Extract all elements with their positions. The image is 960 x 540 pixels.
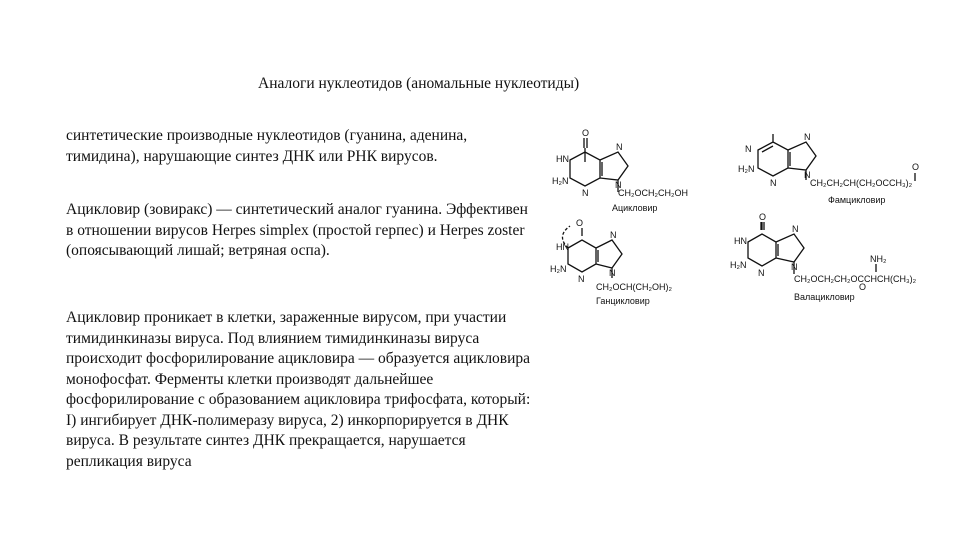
ganciclovir-label: Ганцикловир (596, 296, 650, 306)
valacyclovir-amino: NH₂ (870, 254, 887, 264)
ganciclovir-substituent: CH₂OCH(CH₂OH)₂ (596, 282, 672, 292)
structure-ganciclovir (550, 218, 672, 306)
valacyclovir-atom-o: O (759, 212, 767, 222)
acyclovir-atom-n1: N (582, 188, 589, 198)
paragraph-acyclovir-intro: Ацикловир (зовиракс) — синтетический аналог гуанина. Эффективен в отношении вирусов Herpes simplex (простой герпес) и Herpes zoster (опоясывающий лишай; ветряная оспа). (66, 201, 528, 259)
famciclovir-substituent: CH₂CH₂CH(CH₂OCCH₃)₂ (810, 178, 913, 188)
famciclovir-atom-n1: N (745, 144, 752, 154)
ganciclovir-atom-n2: N (610, 230, 617, 240)
ganciclovir-atom-n1: N (578, 274, 585, 284)
acyclovir-atom-h2n: H₂N (552, 176, 569, 186)
acyclovir-substituent: CH₂OCH₂CH₂OH (618, 188, 688, 198)
paragraph-acyclovir-mechanism: Ацикловир проникает в клетки, зараженные вирусом, при участии тимидинкиназы вируса. Под влиянием тимидинкиназы вируса происходит фосфорилирование ацикловира — образуется ацикловира монофосфат. Ферменты клетки производят дальнейшее фосфорилирование с образованием ацикловира трифосфата, который: I) ингибирует ДНК-полимеразу вируса, 2) инкорпорируется в ДНК вируса. В результате синтез ДНК прекращается, нарушается репликация вируса (66, 309, 531, 470)
valacyclovir-label: Валацикловир (794, 292, 855, 302)
valacyclovir-atom-hn: HN (734, 236, 747, 246)
structure-famciclovir (738, 132, 919, 205)
famciclovir-carbonyl-o: O (912, 162, 920, 172)
structure-acyclovir (552, 128, 688, 213)
ganciclovir-atom-o: O (576, 218, 584, 228)
famciclovir-atom-n2: N (770, 178, 777, 188)
famciclovir-atom-n4: N (804, 170, 811, 180)
ganciclovir-atom-h2n: H₂N (550, 264, 567, 274)
acyclovir-atom-n2: N (616, 142, 623, 152)
ganciclovir-atom-hn: HN (556, 242, 569, 252)
acyclovir-atom-n3: N (615, 180, 622, 190)
acyclovir-label: Ацикловир (612, 203, 658, 213)
famciclovir-atom-h2n: H₂N (738, 164, 755, 174)
chemical-structures-figure (540, 110, 960, 320)
ganciclovir-atom-n3: N (609, 268, 616, 278)
famciclovir-atom-n3: N (804, 132, 811, 142)
slide-title: Аналоги нуклеотидов (аномальные нуклеотиды) (258, 75, 580, 92)
valacyclovir-substituent: CH₂OCH₂CH₂OCCHCH(CH₃)₂ (794, 274, 917, 284)
valacyclovir-atom-n2: N (792, 224, 799, 234)
acyclovir-atom-hn: HN (556, 154, 569, 164)
structure-valacyclovir (730, 212, 917, 302)
valacyclovir-atom-n3: N (791, 262, 798, 272)
paragraph-definition: синтетические производные нуклеотидов (гуанина, аденина, тимидина), нарушающие синтез ДНК или РНК вирусов. (66, 127, 468, 165)
valacyclovir-atom-h2n: H₂N (730, 260, 747, 270)
acyclovir-atom-o: O (582, 128, 590, 138)
famciclovir-label: Фамцикловир (828, 195, 886, 205)
valacyclovir-carbonyl-o: O (859, 282, 867, 292)
valacyclovir-atom-n1: N (758, 268, 765, 278)
